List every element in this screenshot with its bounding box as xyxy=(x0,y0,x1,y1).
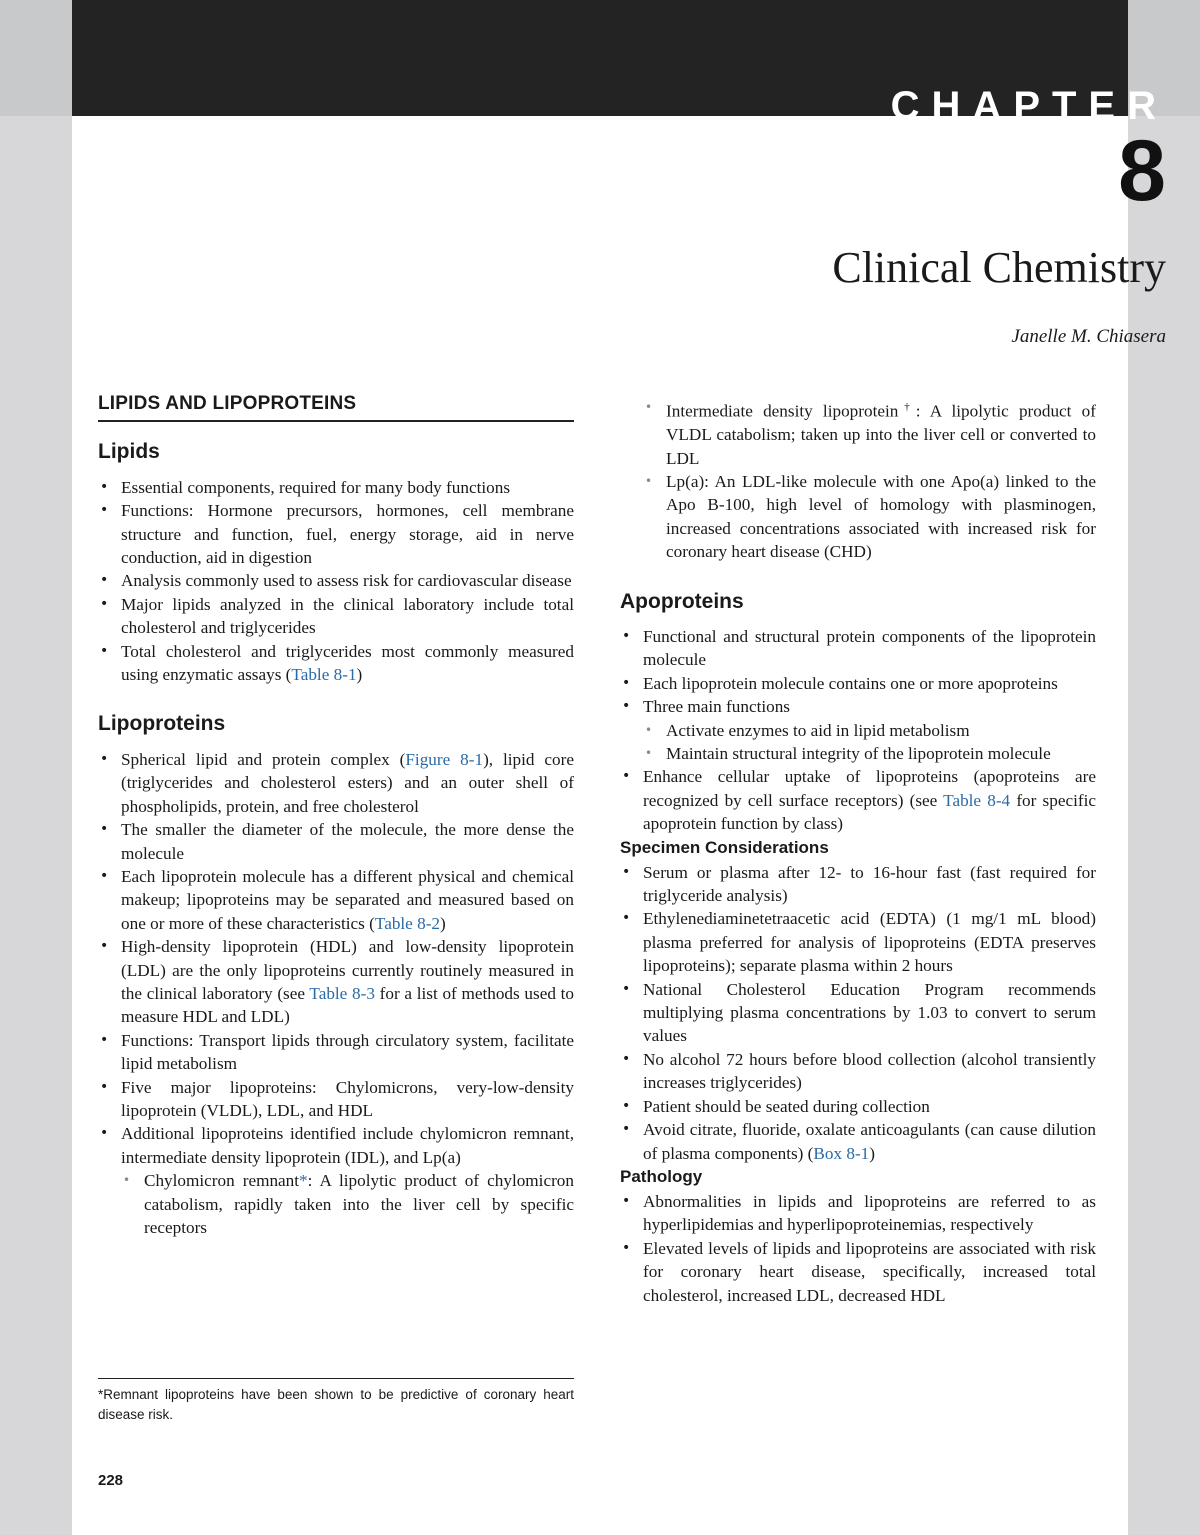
list-item: • Each lipoprotein molecule contains one or more apoproteins xyxy=(620,672,1096,695)
item-text: Spherical lipid and protein complex ( xyxy=(121,749,406,769)
item-text: ), lipid core (triglycerides and cholesterol esters) and an outer shell of phospholipids, protein, and free cholesterol xyxy=(121,749,575,816)
list-item: • Ethylenediaminetetraacetic acid (EDTA) (1 mg/1 mL blood) plasma preferred for analysis of lipoproteins (EDTA preserves lipoproteins); separate plasma within 2 hours xyxy=(620,907,1096,977)
list-item: • Functions: Hormone precursors, hormones, cell membrane structure and function, fuel, energy storage, aid in nerve conduction, aid in digestion xyxy=(98,499,574,569)
apoproteins-list xyxy=(620,625,1096,836)
item-text: for a list of methods used to measure HDL and LDL) xyxy=(121,983,574,1027)
list-item: • Additional lipoproteins identified include chylomicron remnant, intermediate density lipoprotein (IDL), and Lp(a) xyxy=(98,1122,574,1169)
footnote-marker: † xyxy=(898,401,916,413)
pathology-heading: Pathology xyxy=(620,1166,703,1186)
item-text: ) xyxy=(356,665,363,685)
list-item: • Functions: Transport lipids through circulatory system, facilitate lipid metabolism xyxy=(98,1029,574,1076)
list-item xyxy=(98,935,574,1029)
list-item xyxy=(98,865,574,935)
sub-list-item: • Lp(a): An LDL-like molecule with one Apo(a) linked to the Apo B-100, high level of homology with plasminogen, increased concentrations associated with increased risk for coronary heart disease (CHD) xyxy=(620,470,1096,564)
box-8-1-link[interactable]: Box 8-1 xyxy=(813,1143,870,1163)
table-8-1-link[interactable]: Table 8-1 xyxy=(291,665,357,685)
lipids-list xyxy=(98,476,574,687)
list-item: • Serum or plasma after 12- to 16-hour fast (fast required for triglyceride analysis) xyxy=(620,861,1096,908)
list-item: • The smaller the diameter of the molecule, the more dense the molecule xyxy=(98,818,574,865)
chapter-number: 8 xyxy=(1118,123,1166,219)
item-text: Each lipoprotein molecule has a different physical and chemical makeup; lipoproteins may be separated and measured based on one or more of these characteristics ( xyxy=(121,866,574,933)
left-column xyxy=(98,392,574,1239)
page-number: 228 xyxy=(98,1472,124,1489)
item-text: : A lipolytic product of chylomicron catabolism, rapidly taken into the liver cell by specific receptors xyxy=(144,1171,574,1237)
list-item: • Three main functions xyxy=(620,695,1096,718)
list-item xyxy=(98,640,574,687)
lipoproteins-heading: Lipoproteins xyxy=(98,712,226,736)
item-text: Enhance cellular uptake of lipoproteins (apoproteins are recognized by cell surface receptors) (see xyxy=(643,767,1096,810)
continued-list xyxy=(620,396,1096,564)
item-text: Avoid citrate, fluoride, oxalate anticoagulants (can cause dilution of plasma components) ( xyxy=(643,1120,1096,1163)
section-title: LIPIDS AND LIPOPROTEINS xyxy=(98,392,574,422)
footnote: *Remnant lipoproteins have been shown to be predictive of coronary heart disease risk. xyxy=(98,1378,574,1425)
list-item: • Functional and structural protein components of the lipoprotein molecule xyxy=(620,625,1096,672)
list-item xyxy=(620,1118,1096,1165)
lipids-heading: Lipids xyxy=(98,440,160,464)
item-text: : A lipolytic product of VLDL catabolism; taken up into the liver cell or converted to LDL xyxy=(666,401,1096,468)
list-item: • Five major lipoproteins: Chylomicrons, very-low-density lipoprotein (VLDL), LDL, and HDL xyxy=(98,1076,574,1123)
list-item: • National Cholesterol Education Program recommends multiplying plasma concentrations by 1.03 to convert to serum values xyxy=(620,978,1096,1048)
list-item xyxy=(98,748,574,818)
list-item: • Elevated levels of lipids and lipoproteins are associated with risk for coronary heart disease, specifically, increased total cholesterol, increased LDL, decreased HDL xyxy=(620,1237,1096,1307)
pathology-list xyxy=(620,1190,1096,1307)
sub-list-item: • Maintain structural integrity of the lipoprotein molecule xyxy=(620,742,1096,765)
specimen-heading: Specimen Considerations xyxy=(620,837,829,857)
item-text: ) xyxy=(440,913,446,933)
item-text: Intermediate density lipoprotein xyxy=(666,401,899,421)
list-item: • Major lipids analyzed in the clinical laboratory include total cholesterol and triglycerides xyxy=(98,593,574,640)
lipoproteins-list xyxy=(98,748,574,1240)
item-text: Chylomicron remnant xyxy=(144,1171,300,1191)
specimen-list xyxy=(620,861,1096,1165)
footnote-marker[interactable]: * xyxy=(299,1171,308,1191)
sub-list-item xyxy=(620,396,1096,470)
right-column xyxy=(620,396,1096,1307)
sub-list-item: • Activate enzymes to aid in lipid metabolism xyxy=(620,719,1096,742)
list-item: • Analysis commonly used to assess risk for cardiovascular disease xyxy=(98,569,574,592)
table-8-4-link[interactable]: Table 8-4 xyxy=(943,790,1011,810)
list-item: • Essential components, required for many body functions xyxy=(98,476,574,499)
chapter-title: Clinical Chemistry xyxy=(832,243,1166,292)
figure-8-1-link[interactable]: Figure 8-1 xyxy=(405,749,484,769)
item-text: ) xyxy=(869,1143,875,1163)
list-item: • No alcohol 72 hours before blood collection (alcohol transiently increases triglycerides) xyxy=(620,1048,1096,1095)
list-item: • Abnormalities in lipids and lipoproteins are referred to as hyperlipidemias and hyperlipoproteinemias, respectively xyxy=(620,1190,1096,1237)
table-8-2-link[interactable]: Table 8-2 xyxy=(374,913,441,933)
table-8-3-link[interactable]: Table 8-3 xyxy=(309,983,375,1003)
author: Janelle M. Chiasera xyxy=(1011,326,1166,347)
item-text: for specific apoprotein function by class) xyxy=(643,790,1096,834)
chapter-label: CHAPTER xyxy=(890,84,1168,128)
apoproteins-heading: Apoproteins xyxy=(620,589,744,613)
list-item xyxy=(620,765,1096,835)
item-text: Total cholesterol and triglycerides most commonly measured using enzymatic assays ( xyxy=(121,641,574,685)
item-text: High-density lipoprotein (HDL) and low-density lipoprotein (LDL) are the only lipoproteins currently routinely measured in the clinical laboratory (see xyxy=(121,937,574,1003)
list-item: • Patient should be seated during collection xyxy=(620,1095,1096,1118)
sub-list-item xyxy=(98,1169,574,1239)
